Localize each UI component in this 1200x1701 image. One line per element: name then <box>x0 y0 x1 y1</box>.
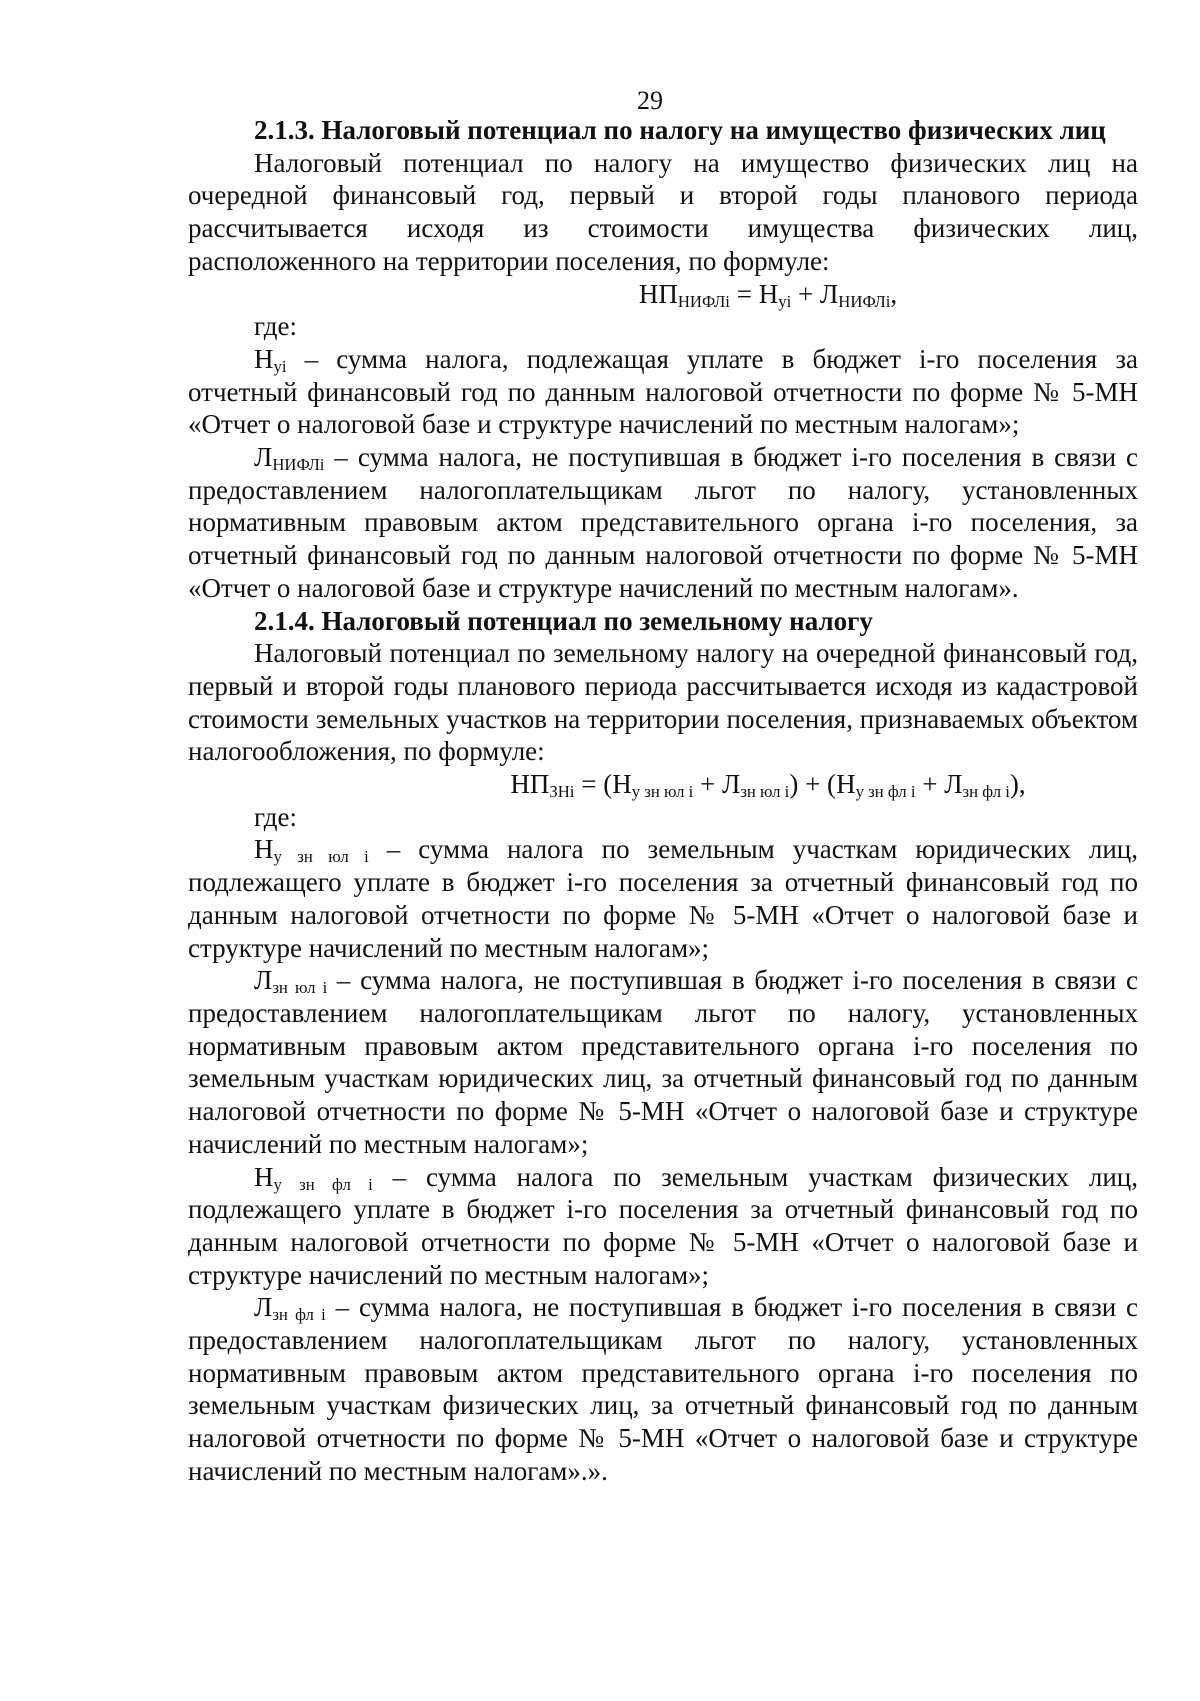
land-tax-formula <box>188 768 1138 801</box>
definition-symbol-subscript: зн юл i <box>272 978 328 998</box>
definition-text: – сумма налога, не поступившая в бюджет i-го поселения в связи с предоставлением налогоплательщикам льгот по налогу, установленных нормативным правовым актом представительного органа i-го поселения по земельным участкам юридических лиц, за отчетный финансовый год по данным налоговой отчетности по форме № 5-МН «Отчет о налоговой базе и структуре начислений по местным налогам»; <box>188 965 1138 1159</box>
definition-symbol: Н <box>254 834 274 865</box>
property-tax-formula <box>188 278 1138 311</box>
section-2-1-4-heading: 2.1.4. Налоговый потенциал по земельному налогу <box>254 605 873 636</box>
definition-text: – сумма налога, не поступившая в бюджет i-го поселения в связи с предоставлением налогоплательщикам льгот по налогу, установленных нормативным правовым актом представительного органа i-го поселения, за отчетный финансовый год по данным налоговой отчетности по форме № 5-МН «Отчет о налоговой базе и структуре начислений по местным налогам». <box>188 442 1138 603</box>
formula-equals: = <box>729 278 759 309</box>
formula-lhs: НП <box>638 278 678 309</box>
definition-text: – сумма налога, не поступившая в бюджет i-го поселения в связи с предоставлением налогоплательщикам льгот по налогу, установленных нормативным правовым актом представительного органа i-го поселения по земельным участкам физических лиц, за отчетный финансовый год по данным налоговой отчетности по форме № 5-МН «Отчет о налоговой базе и структуре начислений по местным налогам».». <box>188 1292 1138 1486</box>
formula-plus: + <box>915 769 945 800</box>
section-2-1-4-intro: Налоговый потенциал по земельному налогу на очередной финансовый год, первый и второй годы планового периода рассчитывается исходя из кадастровой стоимости земельных участков на территории поселения, признаваемых объектом налогообложения, по формуле: <box>188 638 1138 767</box>
definition-text: – сумма налога по земельным участкам физических лиц, подлежащего уплате в бюджет i-го поселения за отчетный финансовый год по данным налоговой отчетности по форме № 5-МН «Отчет о налоговой базе и структуре начислений по местным налогам»; <box>188 1161 1138 1290</box>
definition-text: – сумма налога по земельным участкам юридических лиц, подлежащего уплате в бюджет i-го поселения за отчетный финансовый год по данным налоговой отчетности по форме № 5-МН «Отчет о налоговой базе и структуре начислений по местным налогам»; <box>188 834 1139 963</box>
formula-term-2: Л <box>819 278 839 309</box>
page-number: 29 <box>637 86 663 115</box>
formula-plus: + <box>693 769 722 800</box>
formula-term-2-subscript: НИФЛi <box>838 291 891 311</box>
definition-item <box>188 343 1138 441</box>
formula-term-1-subscript: у зн юл i <box>631 782 694 802</box>
definition-symbol: Л <box>254 965 273 996</box>
definition-symbol-subscript: у зн юл i <box>273 847 369 867</box>
definition-symbol: Н <box>254 343 274 374</box>
definition-item <box>188 441 1138 605</box>
formula-lhs-subscript: ЗНi <box>549 782 575 802</box>
formula-term-4-subscript: зн фл i <box>962 782 1010 802</box>
formula-equals: = ( <box>574 769 613 800</box>
document-body <box>188 114 1138 1488</box>
formula-plus: + <box>791 278 820 309</box>
formula-term-3: Н <box>836 769 856 800</box>
definition-symbol-subscript: yi <box>273 357 287 377</box>
definition-symbol-subscript: зн фл i <box>272 1305 326 1325</box>
definition-text: – сумма налога, подлежащая уплате в бюджет i-го поселения за отчетный финансовый год по данным налоговой отчетности по форме № 5-МН «Отчет о налоговой базе и структуре начислений по местным налогам»; <box>188 343 1138 440</box>
section-2-1-3-heading: 2.1.3. Налоговый потенциал по налогу на имущество физических лиц <box>254 115 1106 145</box>
section-2-1-3-intro: Налоговый потенциал по налогу на имущество физических лиц на очередной финансовый год, первый и второй годы планового периода рассчитывается исходя из стоимости имущества физических лиц, расположенного на территории поселения, по формуле: <box>188 147 1138 276</box>
formula-end: , <box>890 278 898 309</box>
formula-term-2-subscript: зн юл i <box>740 782 790 802</box>
definition-symbol: Л <box>254 442 273 473</box>
definition-symbol-subscript: НИФЛi <box>272 455 325 475</box>
formula-end: ), <box>1009 769 1026 800</box>
formula-lhs-subscript: НИФЛi <box>677 291 730 311</box>
definition-symbol-subscript: у зн фл i <box>273 1174 373 1194</box>
formula-term-2: Л <box>722 769 741 800</box>
definition-symbol: Л <box>254 1292 273 1323</box>
definition-item <box>188 964 1138 1160</box>
formula-term-1: Н <box>612 769 632 800</box>
where-label: где: <box>254 311 297 342</box>
formula-term-3-subscript: у зн фл i <box>855 782 916 802</box>
formula-term-4: Л <box>944 769 963 800</box>
definition-item <box>188 833 1138 964</box>
formula-lhs: НП <box>510 769 550 800</box>
formula-middle: ) + ( <box>789 769 837 800</box>
formula-term-1-subscript: yi <box>778 291 792 311</box>
where-label: где: <box>254 801 297 832</box>
formula-term-1: Н <box>758 278 779 309</box>
definition-item <box>188 1161 1138 1292</box>
definition-symbol: Н <box>254 1161 274 1192</box>
definition-item <box>188 1291 1138 1487</box>
